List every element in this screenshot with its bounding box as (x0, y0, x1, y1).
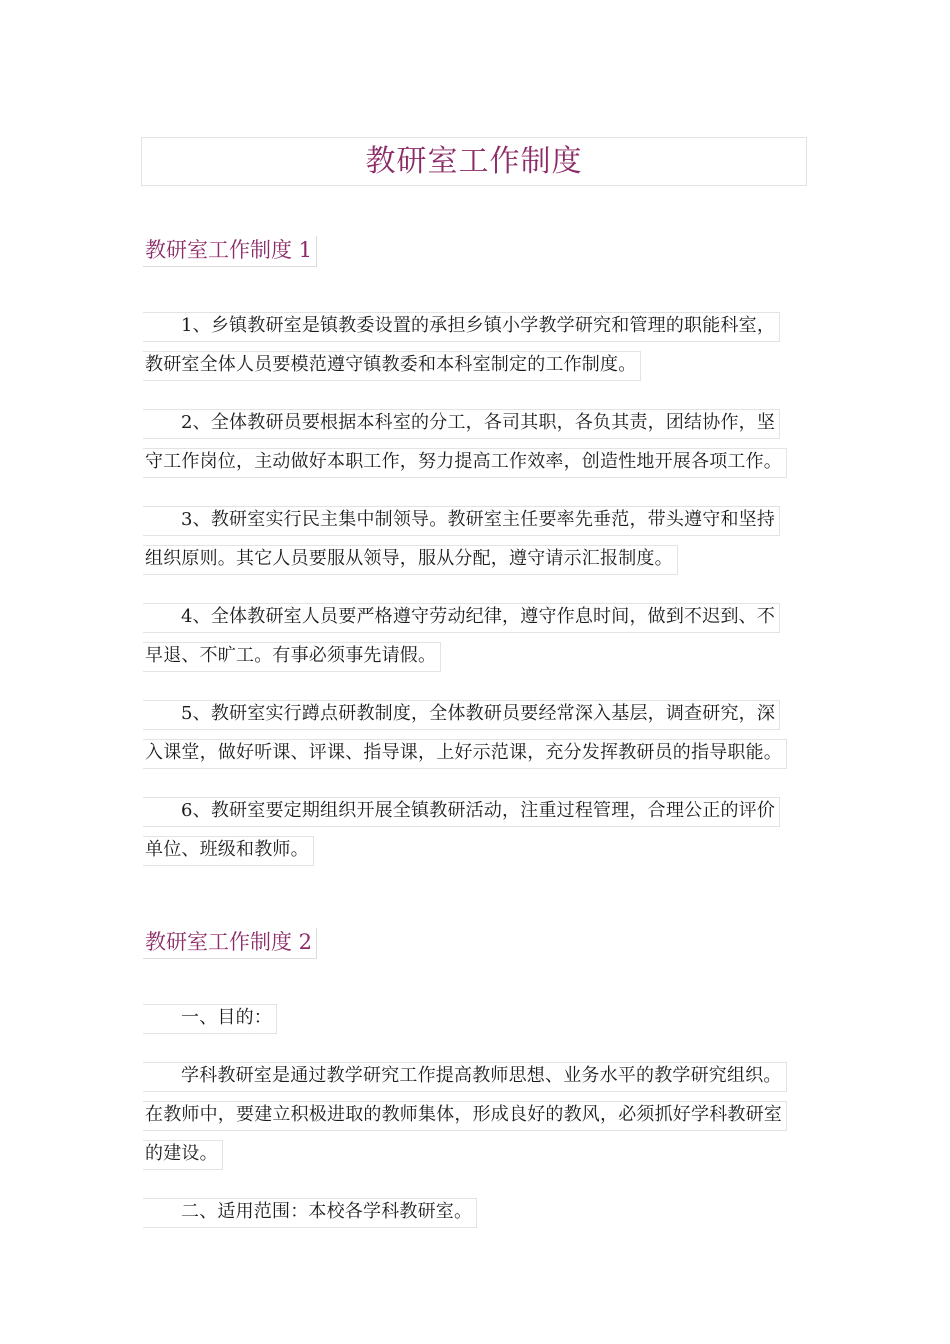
paragraph (143, 791, 807, 869)
paragraph-line: 6、教研室要定期组织开展全镇教研活动，注重过程管理，合理公正的评价 (143, 797, 780, 827)
paragraph-line: 单位、班级和教师。 (143, 836, 314, 866)
paragraph-line: 2、全体教研员要根据本科室的分工，各司其职，各负其责，团结协作，坚 (143, 409, 780, 439)
paragraph-line: 教研室全体人员要模范遵守镇教委和本科室制定的工作制度。 (143, 351, 641, 381)
paragraph (143, 306, 807, 384)
paragraph (143, 1192, 807, 1231)
paragraph-line: 入课堂，做好听课、评课、指导课，上好示范课，充分发挥教研员的指导职能。 (143, 739, 787, 769)
paragraph-line: 3、教研室实行民主集中制领导。教研室主任要率先垂范，带头遵守和坚持 (143, 506, 780, 536)
paragraph (143, 403, 807, 481)
paragraph-line: 一、目的： (143, 1004, 277, 1034)
paragraph-line: 组织原则。其它人员要服从领导，服从分配，遵守请示汇报制度。 (143, 545, 678, 575)
document-title: 教研室工作制度 (141, 137, 807, 186)
paragraph-line: 4、全体教研室人员要严格遵守劳动纪律，遵守作息时间，做到不迟到、不 (143, 603, 780, 633)
section-heading-1: 教研室工作制度 1 (143, 236, 317, 267)
paragraph-line: 的建设。 (143, 1140, 223, 1170)
paragraph (143, 694, 807, 772)
paragraph-line: 1、乡镇教研室是镇教委设置的承担乡镇小学教学研究和管理的职能科室， (143, 312, 780, 342)
paragraph-line: 在教师中，要建立积极进取的教师集体，形成良好的教风，必须抓好学科教研室 (143, 1101, 787, 1131)
paragraph-line: 早退、不旷工。有事必须事先请假。 (143, 642, 441, 672)
paragraph-line: 学科教研室是通过教学研究工作提高教师思想、业务水平的教学研究组织。 (143, 1062, 787, 1092)
paragraph-line: 二、适用范围：本校各学科教研室。 (143, 1198, 477, 1228)
paragraph-line: 5、教研室实行蹲点研教制度，全体教研员要经常深入基层，调查研究，深 (143, 700, 780, 730)
paragraph (143, 500, 807, 578)
paragraph (143, 998, 807, 1037)
paragraph (143, 1056, 807, 1173)
section-heading-2: 教研室工作制度 2 (143, 928, 317, 959)
paragraph (143, 597, 807, 675)
paragraph-line: 守工作岗位，主动做好本职工作，努力提高工作效率，创造性地开展各项工作。 (143, 448, 787, 478)
